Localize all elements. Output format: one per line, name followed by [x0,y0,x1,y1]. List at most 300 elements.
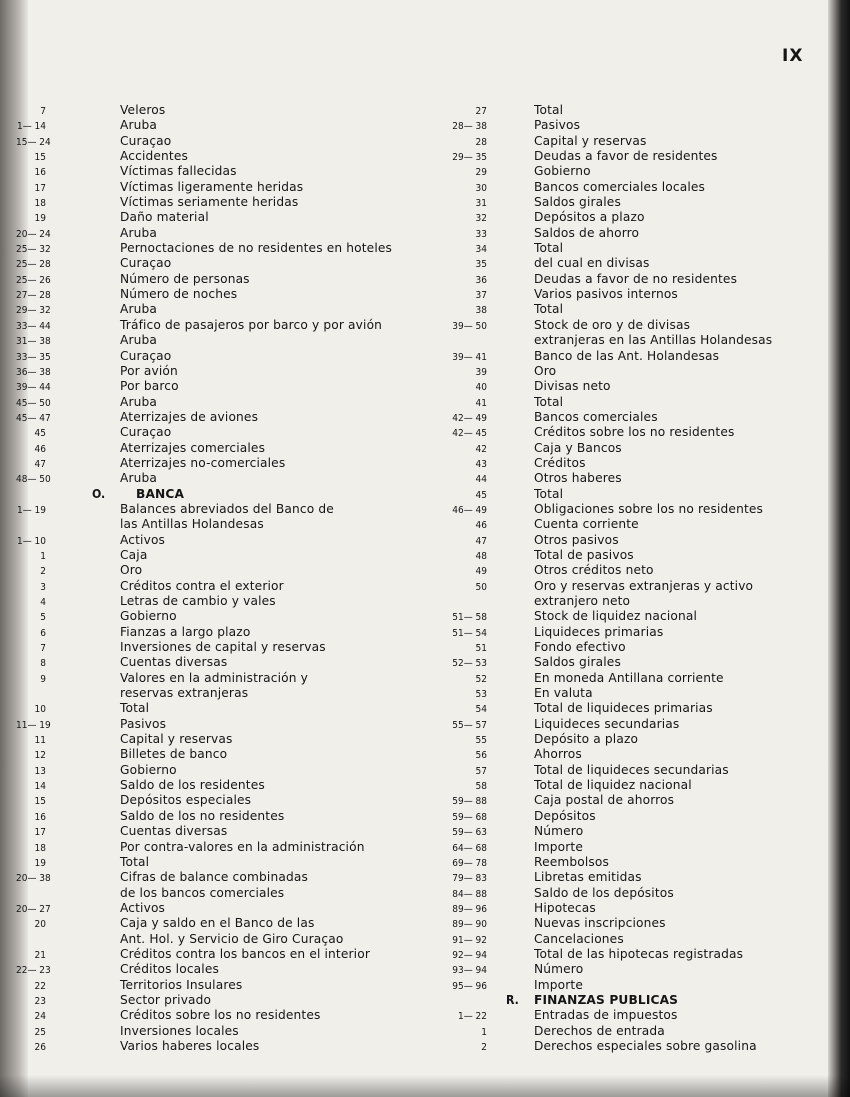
index-label: Total de las hipotecas registradas [534,946,744,961]
index-number: 40 [475,382,487,394]
index-label: Pernoctaciones de no residentes en hoteles [120,241,393,256]
index-label: En valuta [534,686,593,701]
index-number: 52— 53 [452,658,487,670]
index-label: Aruba [120,225,158,240]
index-label: Importe [534,977,583,992]
index-label: Aterrizajes de aviones [120,409,259,424]
index-label: Por avión [120,363,178,378]
index-number: 31— 38 [16,336,51,348]
index-label: las Antillas Holandesas [120,517,264,532]
index-row [428,916,788,931]
index-row [428,241,788,256]
index-label: Oro [534,363,557,378]
index-row [16,901,382,916]
index-number: 37 [475,290,487,302]
index-number: 1— 10 [16,535,46,547]
index-row [16,1039,382,1054]
index-row [428,456,788,471]
index-row [428,502,788,517]
index-number: 1— 14 [16,121,46,133]
index-label: Depósitos a plazo [534,210,645,225]
index-row [428,164,788,179]
index-row [16,287,382,302]
index-row [428,548,788,563]
index-number: 12 [34,750,46,762]
index-number: 52 [475,673,487,685]
index-row [428,932,788,947]
index-number: 59— 63 [452,827,487,839]
index-row [16,134,382,149]
index-label: Aruba [120,333,158,348]
index-row [16,978,382,993]
index-row [16,164,382,179]
index-number: 10 [34,704,46,716]
index-number: 1— 19 [16,504,46,516]
index-number: 39— 50 [452,320,487,332]
index-row [16,609,382,624]
index-label: Deudas a favor de residentes [534,149,718,164]
index-number: 53 [475,689,487,701]
index-label: Total de liquideces primarias [534,701,713,716]
index-row [16,272,382,287]
index-label: Importe [534,839,583,854]
index-row [16,456,382,471]
index-number: 33 [475,228,487,240]
index-label: Bancos comerciales locales [534,179,706,194]
index-row [428,793,788,808]
index-label: Caja y Bancos [534,440,622,455]
index-number: 51 [475,643,487,655]
index-number: R. [506,992,519,1007]
index-number: 22 [34,980,46,992]
index-label: Cifras de balance combinadas [120,870,308,885]
index-row [428,579,788,594]
index-label: Curaçao [120,348,172,363]
index-row [428,226,788,241]
index-label: Accidentes [120,149,188,164]
index-label: Otros haberes [534,471,622,486]
index-number: 91— 92 [452,934,487,946]
index-number: 69— 78 [452,857,487,869]
index-number: 89— 90 [452,919,487,931]
index-label: Oro [120,563,143,578]
index-row [428,210,788,225]
index-label: Cuentas diversas [120,824,228,839]
index-number: 42— 49 [452,412,487,424]
index-label: Ahorros [534,747,582,762]
index-label: Total [534,302,564,317]
index-row [16,916,382,931]
index-row [16,655,382,670]
index-label: Número [534,824,584,839]
index-row [16,778,382,793]
index-label: Otros pasivos [534,532,619,547]
index-number: 51— 58 [452,612,487,624]
index-row [16,471,382,486]
index-row [428,809,788,824]
index-number: 32 [475,213,487,225]
page-right-shadow [828,0,850,1097]
index-row [428,180,788,195]
index-label: Gobierno [534,164,591,179]
index-number: 25— 28 [16,259,51,271]
index-row [16,886,382,901]
index-number: 29— 32 [16,305,51,317]
index-label: Total de pasivos [534,547,634,562]
index-label: Inversiones locales [120,1023,239,1038]
index-label: Caja postal de ahorros [534,793,675,808]
index-number: 48 [475,550,487,562]
index-number: 35 [475,259,487,271]
index-row [428,840,788,855]
index-number: 42— 45 [452,428,487,440]
index-label: Saldo de los no residentes [120,808,285,823]
index-label: Saldo de los residentes [120,778,265,793]
index-label: Reembolsos [534,854,610,869]
index-number: 45 [475,489,487,501]
index-label: Saldos girales [534,195,621,210]
index-number: 25— 26 [16,274,51,286]
index-row [16,625,382,640]
index-number: 1 [481,1026,487,1038]
index-label: Créditos locales [120,962,219,977]
index-row [16,425,382,440]
index-label: Letras de cambio y vales [120,594,276,608]
index-label: Oro y reservas extranjeras y activo [534,578,754,593]
index-label: Créditos contra los bancos en el interior [120,946,370,961]
index-number: 64— 68 [452,842,487,854]
index-number: 15 [34,152,46,164]
index-number: 7 [40,106,46,117]
section-heading [428,993,788,1008]
index-number: 14 [34,781,46,793]
index-number: 18 [34,842,46,854]
index-row [16,1024,382,1039]
index-label: Inversiones de capital y reservas [120,640,326,655]
index-row [428,855,788,870]
index-label: Total de liquidez nacional [534,778,692,793]
index-label: Gobierno [120,609,177,624]
index-number: 17 [34,182,46,194]
index-label: Stock de liquidez nacional [534,609,698,624]
index-label: Deudas a favor de no residentes [534,271,738,286]
index-row [428,655,788,670]
index-number: 3 [40,581,46,593]
index-number: 31 [475,198,487,210]
index-number: 19 [34,213,46,225]
index-row [16,732,382,747]
index-number: 54 [475,704,487,716]
index-label: Aruba [120,118,158,133]
index-row [428,870,788,885]
index-number: 48— 50 [16,474,51,486]
index-row [428,333,788,348]
index-row [16,747,382,762]
index-label: Libretas emitidas [534,870,642,885]
index-number: 20 [34,919,46,931]
index-number: 15 [34,796,46,808]
index-row [428,533,788,548]
index-label: Número de personas [120,271,250,286]
index-label: Aruba [120,394,158,409]
index-label: Obligaciones sobre los no residentes [534,501,764,516]
index-row [16,180,382,195]
index-number: 29— 35 [452,152,487,164]
index-row [428,256,788,271]
index-label: Por barco [120,379,179,394]
index-row [428,701,788,716]
index-label: Fianzas a largo plazo [120,624,251,639]
index-number: 47 [34,458,46,470]
index-row [428,947,788,962]
index-row [16,318,382,333]
index-label: Caja [120,547,148,562]
index-number: 28 [475,136,487,148]
index-row [16,640,382,655]
index-label: Balances abreviados del Banco de [120,501,334,516]
index-row [428,1008,788,1023]
index-row [428,287,788,302]
index-label: Otros créditos neto [534,563,654,578]
index-number: 39— 41 [452,351,487,363]
index-row [16,686,382,701]
index-number: 93— 94 [452,965,487,977]
index-row [428,886,788,901]
index-label: Derechos especiales sobre gasolina [534,1038,757,1053]
index-number: 95— 96 [452,980,487,992]
index-row [16,793,382,808]
index-label: Billetes de banco [120,747,228,762]
index-number: 39 [475,366,487,378]
section-heading [16,487,382,502]
index-row [428,103,788,118]
index-label: Tráfico de pasajeros por barco y por avión [120,317,383,332]
index-number: 16 [34,167,46,179]
index-row [428,302,788,317]
index-number: 19 [34,857,46,869]
index-label: Depósitos especiales [120,793,252,808]
index-label: Víctimas seriamente heridas [120,195,299,210]
index-number: 27— 28 [16,290,51,302]
index-row [428,349,788,364]
index-row [16,241,393,256]
index-label: En moneda Antillana corriente [534,670,724,685]
index-label: Varios pasivos internos [534,287,678,302]
index-row [16,701,382,716]
index-label: Divisas neto [534,379,611,394]
index-number: 2 [481,1041,487,1053]
index-number: 59— 88 [452,796,487,808]
index-label: Aterrizajes no-comerciales [120,455,286,470]
index-label: Créditos [534,455,586,470]
index-row [16,594,382,609]
index-row [428,732,788,747]
index-number: 11— 19 [16,719,51,731]
index-label: Activos [120,900,166,915]
index-label: Territorios Insulares [120,977,243,992]
index-number: 57 [475,765,487,777]
index-number: 41 [475,397,487,409]
index-number: 36 [475,274,487,286]
index-number: 16 [34,811,46,823]
index-row [428,763,788,778]
index-label: Stock de oro y de divisas [534,317,691,332]
index-number: 22— 23 [16,965,51,977]
index-row [428,824,788,839]
index-number: 36— 38 [16,366,51,378]
index-number: 50 [475,581,487,593]
index-number: 4 [40,597,46,608]
index-number: 46— 49 [452,504,487,516]
index-row [428,134,788,149]
index-row [16,947,382,962]
index-row [16,226,382,241]
index-label: Activos [120,532,166,547]
index-number: 34 [475,244,487,256]
index-label: BANCA [136,486,185,501]
index-row [16,149,382,164]
index-row [428,594,788,609]
index-row [16,333,382,348]
index-row [428,747,788,762]
index-row [428,717,788,732]
index-row [16,103,382,118]
index-row [428,195,788,210]
index-row [428,962,788,977]
index-number: 51— 54 [452,627,487,639]
index-label: Nuevas inscripciones [534,916,666,931]
index-number: 45 [34,428,46,440]
index-number: 42 [475,443,487,455]
index-row [428,364,788,379]
index-row [16,210,382,225]
index-row [428,425,788,440]
index-row [16,548,382,563]
index-row [428,517,788,532]
index-number: 30 [475,182,487,194]
index-label: Caja y saldo en el Banco de las [120,916,315,931]
index-row [16,993,382,1008]
index-label: Curaçao [120,256,172,271]
index-number: 20— 24 [16,228,51,240]
index-number: 2 [40,566,46,578]
index-number: 15— 24 [16,136,51,148]
index-number: 23 [34,995,46,1007]
index-label: Aruba [120,471,158,486]
index-label: Bancos comerciales [534,409,658,424]
index-row [428,1024,788,1039]
index-label: extranjero neto [534,594,631,608]
index-label: Por contra-valores en la administración [120,839,365,854]
index-row [428,395,788,410]
index-number: 26 [34,1041,46,1053]
index-label: Liquideces secundarias [534,716,680,731]
index-label: Daño material [120,210,209,225]
index-label: Pasivos [534,118,581,133]
index-row [16,840,382,855]
index-label: Depósito a plazo [534,732,639,747]
index-label: Total [534,394,564,409]
index-row [428,410,788,425]
index-label: Ant. Hol. y Servicio de Giro Curaçao [120,931,344,946]
index-label: Saldos de ahorro [534,225,640,240]
index-row [428,487,788,502]
index-row [16,962,382,977]
index-row [16,256,382,271]
index-number: 39— 44 [16,382,51,394]
index-column-right [428,103,788,1054]
index-row [428,379,788,394]
index-number: 89— 96 [452,903,487,915]
index-number: 13 [34,765,46,777]
index-label: FINANZAS PUBLICAS [534,992,679,1007]
index-label: Total [534,486,564,501]
index-label: Capital y reservas [120,732,233,747]
index-label: Entradas de impuestos [534,1008,678,1023]
index-row [428,625,788,640]
index-label: Valores en la administración y [120,670,309,685]
index-row [16,118,382,133]
index-number: 46 [475,520,487,532]
index-row [16,364,382,379]
index-number: 1 [40,550,46,562]
index-row [428,118,788,133]
index-label: Saldos girales [534,655,621,670]
index-row [16,1008,382,1023]
index-row [16,441,382,456]
index-row [16,717,382,732]
index-label: del cual en divisas [534,256,650,271]
index-number: 55— 57 [452,719,487,731]
index-number: 33— 44 [16,320,51,332]
index-number: 5 [40,612,46,624]
index-label: Banco de las Ant. Holandesas [534,348,720,363]
index-number: 56 [475,750,487,762]
index-label: Varios haberes locales [120,1038,260,1053]
index-row [16,395,382,410]
page-number: IX [782,46,804,66]
index-label: Número [534,962,584,977]
index-number: 45— 47 [16,412,51,424]
index-label: Derechos de entrada [534,1023,665,1038]
index-number: 44 [475,474,487,486]
index-label: Total [120,701,150,716]
index-row [428,640,788,655]
page-bottom-shadow [0,1075,850,1097]
index-label: Pasivos [120,716,167,731]
index-number: 20— 38 [16,873,51,885]
index-label: reservas extranjeras [120,686,249,701]
index-label: Total [534,103,564,117]
index-label: Créditos contra el exterior [120,578,284,593]
index-row [16,671,382,686]
index-row [428,778,788,793]
index-row [428,563,788,578]
index-row [428,272,788,287]
index-label: Saldo de los depósitos [534,885,674,900]
index-row [16,855,382,870]
index-row [16,349,382,364]
index-label: Total [120,854,150,869]
index-label: Cancelaciones [534,931,624,946]
index-row [16,932,382,947]
index-number: O. [92,486,106,501]
index-row [428,671,788,686]
index-number: 21 [34,949,46,961]
index-label: Sector privado [120,992,212,1007]
index-number: 7 [40,643,46,655]
index-number: 8 [40,658,46,670]
